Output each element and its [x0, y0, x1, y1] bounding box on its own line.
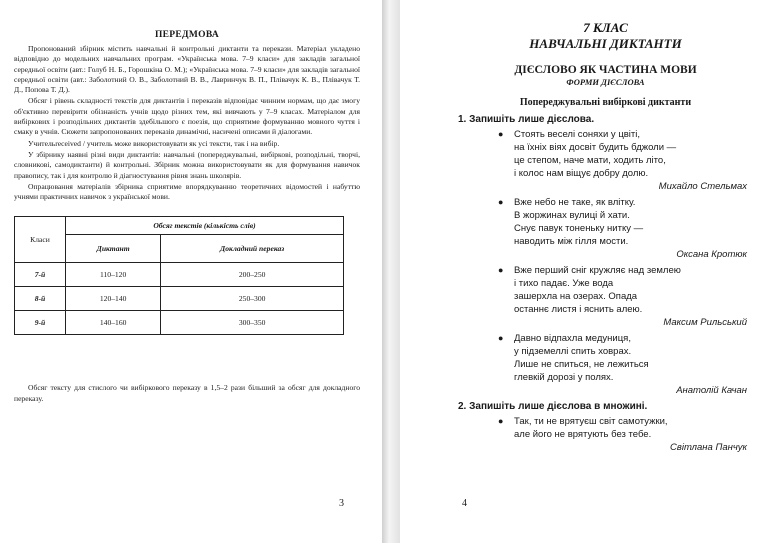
poem-line: наводить між гілля мости. [514, 236, 629, 247]
exercise-title: Попереджувальні вибіркові диктанти [519, 97, 692, 108]
poem-line: зашерхла на озерах. Опада [514, 291, 638, 302]
poem-author: Анатолій Качан [676, 385, 747, 396]
poem-line: це степом, наче мати, ходить літо, [514, 155, 666, 166]
subtopic-heading: ФОРМИ ДІЄСЛОВА [566, 77, 645, 87]
bullet-icon: ● [498, 333, 504, 343]
poem-author: Михайло Стельмах [658, 181, 747, 192]
poem-author: Оксана Кротюк [676, 249, 747, 260]
preface-paragraph: У збірнику наявні різні види диктантів: навчальні (попереджувальні, вибіркові, розподільні, творчі, словникові, самодиктанти) й контрольні. Збірник можна використовувати як для формування навичок правопису, так і для контролю й діагностування рівня знань школярів. [14, 149, 360, 180]
poem-line: В жоржинах вулиці й хати. [514, 210, 630, 221]
poem-author: Світлана Панчук [670, 442, 747, 453]
poem-line: і тихо падає. Уже вода [514, 278, 614, 289]
page-number: 4 [462, 498, 467, 509]
grade-cell: 7-й [15, 263, 66, 287]
poem-line: у підземеллі спить ховрах. [514, 346, 632, 357]
poem-line: Снує павук тоненьку нитку — [514, 223, 644, 234]
grade-heading: 7 КЛАС [583, 20, 628, 35]
poem-line: на їхніх віях досвіт будить бджоли — [514, 142, 677, 153]
dictation-cell: 140–160 [66, 311, 161, 335]
retelling-cell: 200–250 [161, 263, 344, 287]
task [458, 114, 753, 397]
poem-line: Давно відпахла медуниця, [514, 333, 631, 344]
dictation-cell: 110–120 [66, 263, 161, 287]
preface-paragraph: Пропонований збірник містить навчальні й контрольні диктанти та перекази. Матеріал укладено відповідно до модельних навчальних програм. «Українська мова. 7–9 класи» для закладів загальної середньої освіти (авт.: Голуб Н. Б., Горошкіна О. М.); «Українська мова. 7–9 класи» для закладів загальної середньої освіти (авт.: Заболотний О. В., Заболотний В. В., Лавринчук В. П., Плівачук К. В., Плівачук Т. Д., Попова Т. Д.). [14, 44, 360, 95]
poem-line: останнє листя і яснить алею. [514, 304, 643, 315]
grade-cell: 8-й [15, 287, 66, 311]
volume-note: Обсяг тексту для стислого чи вибіркового переказу в 1,5–2 рази більший за обсяг для докладного переказу. [14, 383, 360, 403]
poem [458, 332, 753, 397]
text-volume-table [14, 216, 344, 335]
page-number: 3 [339, 498, 344, 509]
poem [458, 415, 753, 454]
poem-author: Максим Рильський [663, 317, 747, 328]
poem-line: Стоять веселі соняхи у цвіті, [514, 129, 641, 140]
poem-line: глевкій дорозі у полях. [514, 372, 614, 383]
dictation-cell: 120–140 [66, 287, 161, 311]
bullet-icon: ● [498, 129, 504, 139]
preface-paragraph: Обсяг і рівень складності текстів для диктантів і переказів відповідає чинним нормам, що дає змогу об'єктивно перевірити обізнаність учнів щодо різних тем, які вивчають у 7–9 класах. Матеріалом для вибіркових і розподільних диктантів здебільшого є поезія, що сприятиме формуванню мовного чуття і смаку в учнів. Сюжети запропонованих переказів динамічні, насичені описами й діалогами. [14, 96, 360, 137]
poem-line: Вже перший сніг кружляє над землею [514, 265, 681, 276]
retelling-cell: 300–350 [161, 311, 344, 335]
retelling-cell: 250–300 [161, 287, 344, 311]
bullet-icon: ● [498, 197, 504, 207]
poem-line: але його не врятують без тебе. [514, 429, 652, 440]
retelling-header: Докладний переказ [161, 235, 344, 263]
poem [458, 196, 753, 261]
grade-cell: 9-й [15, 311, 66, 335]
task-label: 1. Запишіть лише дієслова. [458, 114, 595, 125]
volume-header: Обсяг текстів (кількість слів) [66, 217, 344, 235]
left-page [0, 0, 382, 543]
poem [458, 264, 753, 329]
topic-heading: ДІЄСЛОВО ЯК ЧАСТИНА МОВИ [514, 64, 697, 76]
poem [458, 128, 753, 193]
bullet-icon: ● [498, 416, 504, 426]
poem-line: і колос нам віщує добру долю. [514, 168, 649, 179]
task-label: 2. Запишіть лише дієслова в множині. [458, 401, 648, 412]
section-heading: НАВЧАЛЬНІ ДИКТАНТИ [529, 36, 682, 51]
task [458, 401, 753, 454]
class-header: Класи [15, 217, 66, 263]
bullet-icon: ● [498, 265, 504, 275]
preface-title: ПЕРЕДМОВА [154, 30, 220, 40]
dictation-header: Диктант [66, 235, 161, 263]
poem-line: Вже небо не таке, як влітку. [514, 197, 636, 208]
preface-paragraph: Учительreceived / учитель може використовувати як усі тексти, так і на вибір. [28, 138, 280, 148]
poem-line: Лише не спиться, не лежиться [514, 359, 649, 370]
right-page [400, 0, 773, 543]
preface-paragraph: Опрацювання матеріалів збірника сприятиме впорядкуванню теоретичних відомостей і набуттю учнями практичних навичок з української мови. [14, 181, 360, 202]
poem-line: Так, ти не врятуєш світ самотужки, [514, 416, 668, 427]
book-gutter [382, 0, 400, 543]
